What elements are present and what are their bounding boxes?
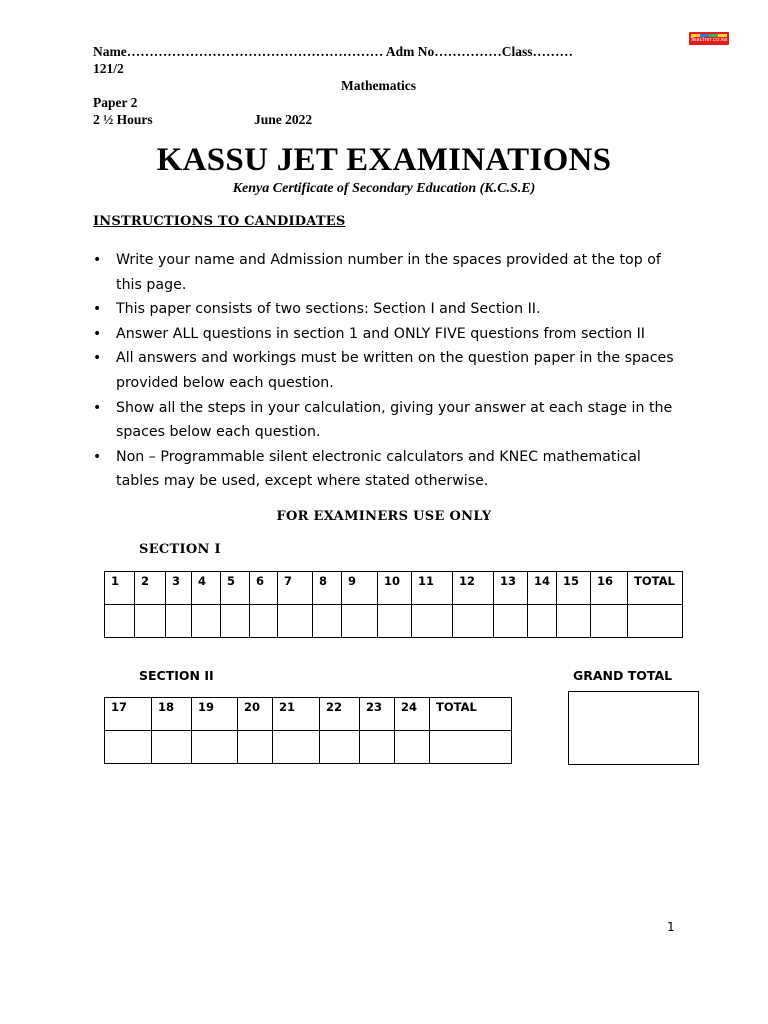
exam-title: KASSU JET EXAMINATIONS xyxy=(156,142,612,178)
question-number-cell: 15 xyxy=(557,572,591,605)
total-header-cell: TOTAL xyxy=(628,572,683,605)
question-number-cell: 10 xyxy=(378,572,412,605)
teacher-co-ke-logo xyxy=(689,32,729,45)
question-number-cell: 17 xyxy=(105,698,152,731)
instruction-item: • Non – Programmable silent electronic calculators and KNEC mathematical tables may be used, except where stated otherwise. xyxy=(93,445,683,494)
score-cell[interactable] xyxy=(278,605,313,638)
instructions-heading: INSTRUCTIONS TO CANDIDATES xyxy=(93,214,346,229)
page-number: 1 xyxy=(667,920,675,934)
score-cell[interactable] xyxy=(453,605,494,638)
score-cell[interactable] xyxy=(494,605,528,638)
grand-total-box[interactable] xyxy=(568,691,699,765)
paper-code: 121/2 xyxy=(93,61,124,76)
instruction-item: • All answers and workings must be written on the question paper in the spaces provided below each question. xyxy=(93,346,683,395)
question-number-cell: 12 xyxy=(453,572,494,605)
section-1-label: SECTION I xyxy=(139,542,221,557)
question-number-cell: 3 xyxy=(166,572,192,605)
section-1-score-row xyxy=(105,605,683,638)
question-number-cell: 22 xyxy=(320,698,360,731)
question-number-cell: 13 xyxy=(494,572,528,605)
score-cell[interactable] xyxy=(135,605,166,638)
score-cell[interactable] xyxy=(238,731,273,764)
score-cell[interactable] xyxy=(152,731,192,764)
instruction-item: • Show all the steps in your calculation, giving your answer at each stage in the spaces below each question. xyxy=(93,396,683,445)
logo-text: Teacher.co.ke xyxy=(690,37,728,43)
section-2-score-table xyxy=(104,697,512,764)
total-header-cell: TOTAL xyxy=(430,698,512,731)
score-cell[interactable] xyxy=(221,605,250,638)
question-number-cell: 24 xyxy=(395,698,430,731)
question-number-cell: 23 xyxy=(360,698,395,731)
examiners-use-heading: FOR EXAMINERS USE ONLY xyxy=(276,509,492,524)
section-2-header-row xyxy=(105,698,512,731)
section-2-label: SECTION II xyxy=(139,668,214,683)
question-number-cell: 20 xyxy=(238,698,273,731)
question-number-cell: 7 xyxy=(278,572,313,605)
question-number-cell: 5 xyxy=(221,572,250,605)
grand-total-label: GRAND TOTAL xyxy=(573,668,673,683)
name-adm-class-line: Name………………………………………………… Adm No……………Class……… xyxy=(93,44,574,59)
score-cell[interactable] xyxy=(395,731,430,764)
question-number-cell: 1 xyxy=(105,572,135,605)
total-score-cell[interactable] xyxy=(628,605,683,638)
instructions-list xyxy=(93,248,683,494)
paper-number: Paper 2 xyxy=(93,95,138,110)
score-cell[interactable] xyxy=(105,731,152,764)
question-number-cell: 6 xyxy=(250,572,278,605)
section-1-header-row xyxy=(105,572,683,605)
score-cell[interactable] xyxy=(412,605,453,638)
question-number-cell: 18 xyxy=(152,698,192,731)
question-number-cell: 9 xyxy=(342,572,378,605)
instruction-item: • Answer ALL questions in section 1 and ONLY FIVE questions from section II xyxy=(93,322,683,347)
question-number-cell: 8 xyxy=(313,572,342,605)
instruction-item: • This paper consists of two sections: Section I and Section II. xyxy=(93,297,683,322)
exam-subtitle: Kenya Certificate of Secondary Education (K.C.S.E) xyxy=(232,181,536,196)
score-cell[interactable] xyxy=(342,605,378,638)
question-number-cell: 4 xyxy=(192,572,221,605)
instruction-item: • Write your name and Admission number in the spaces provided at the top of this page. xyxy=(93,248,683,297)
total-score-cell[interactable] xyxy=(430,731,512,764)
score-cell[interactable] xyxy=(273,731,320,764)
score-cell[interactable] xyxy=(105,605,135,638)
score-cell[interactable] xyxy=(528,605,557,638)
subject-name: Mathematics xyxy=(341,78,416,93)
score-cell[interactable] xyxy=(192,731,238,764)
score-cell[interactable] xyxy=(557,605,591,638)
exam-duration: 2 ½ Hours xyxy=(93,112,153,127)
question-number-cell: 19 xyxy=(192,698,238,731)
score-cell[interactable] xyxy=(591,605,628,638)
exam-date: June 2022 xyxy=(254,112,313,127)
section-1-score-table xyxy=(104,571,683,638)
question-number-cell: 21 xyxy=(273,698,320,731)
score-cell[interactable] xyxy=(166,605,192,638)
score-cell[interactable] xyxy=(313,605,342,638)
question-number-cell: 16 xyxy=(591,572,628,605)
score-cell[interactable] xyxy=(360,731,395,764)
question-number-cell: 11 xyxy=(412,572,453,605)
score-cell[interactable] xyxy=(250,605,278,638)
section-2-score-row xyxy=(105,731,512,764)
score-cell[interactable] xyxy=(320,731,360,764)
question-number-cell: 14 xyxy=(528,572,557,605)
score-cell[interactable] xyxy=(378,605,412,638)
question-number-cell: 2 xyxy=(135,572,166,605)
score-cell[interactable] xyxy=(192,605,221,638)
